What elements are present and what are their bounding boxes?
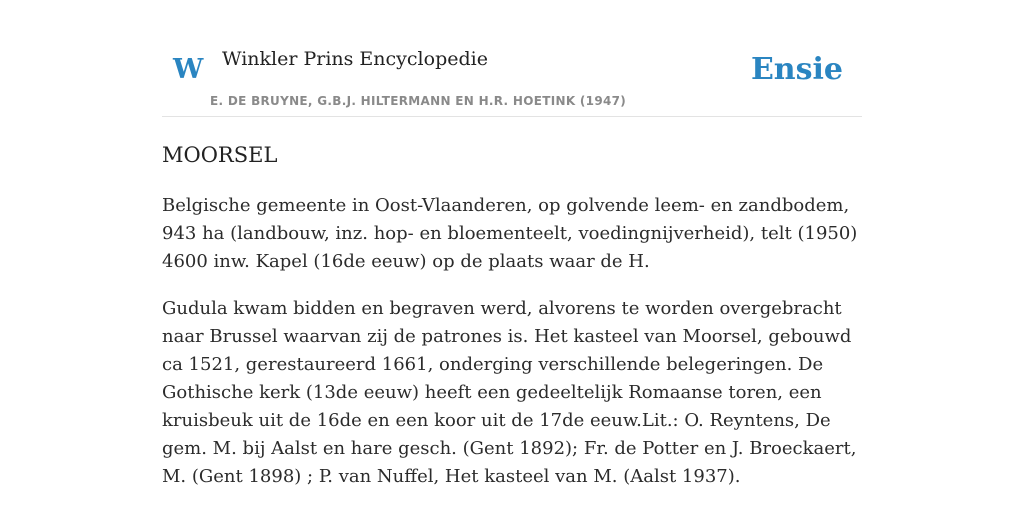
site-header bbox=[162, 0, 862, 117]
ensie-brand-logo[interactable]: Ensie bbox=[750, 52, 843, 87]
winkler-prins-logo-icon[interactable]: W bbox=[173, 54, 204, 85]
article-paragraph-1: Belgische gemeente in Oost-Vlaanderen, op golvende leem- en zandbodem, 943 ha (landbouw, inz. hop- en bloementeelt, voedingnijverheid), telt (1950) 4600 inw. Kapel (16de eeuw) op de plaats waar de H. bbox=[162, 195, 858, 272]
authors-line: E. DE BRUYNE, G.B.J. HILTERMANN EN H.R. HOETINK (1947) bbox=[210, 94, 627, 108]
entry-title: MOORSEL bbox=[162, 143, 278, 167]
article-paragraph-2: Gudula kwam bidden en begraven werd, alvorens te worden overgebracht naar Brussel waarvan zij de patrones is. Het kasteel van Moorsel, gebouwd ca 1521, gerestaureerd 1661, onderging verschillende belegeringen. De Gothische kerk (13de eeuw) heeft een gedeeltelijk Romaanse toren, een kruisbeuk uit de 16de en een koor uit de 17de eeuw.Lit.: O. Reyntens, De gem. M. bij Aalst en hare gesch. (Gent 1892); Fr. de Potter en J. Broeckaert, M. (Gent 1898) ; P. van Nuffel, Het kasteel van M. (Aalst 1937). bbox=[162, 298, 857, 487]
article-content bbox=[162, 138, 872, 491]
encyclopedia-title[interactable]: Winkler Prins Encyclopedie bbox=[222, 48, 488, 70]
